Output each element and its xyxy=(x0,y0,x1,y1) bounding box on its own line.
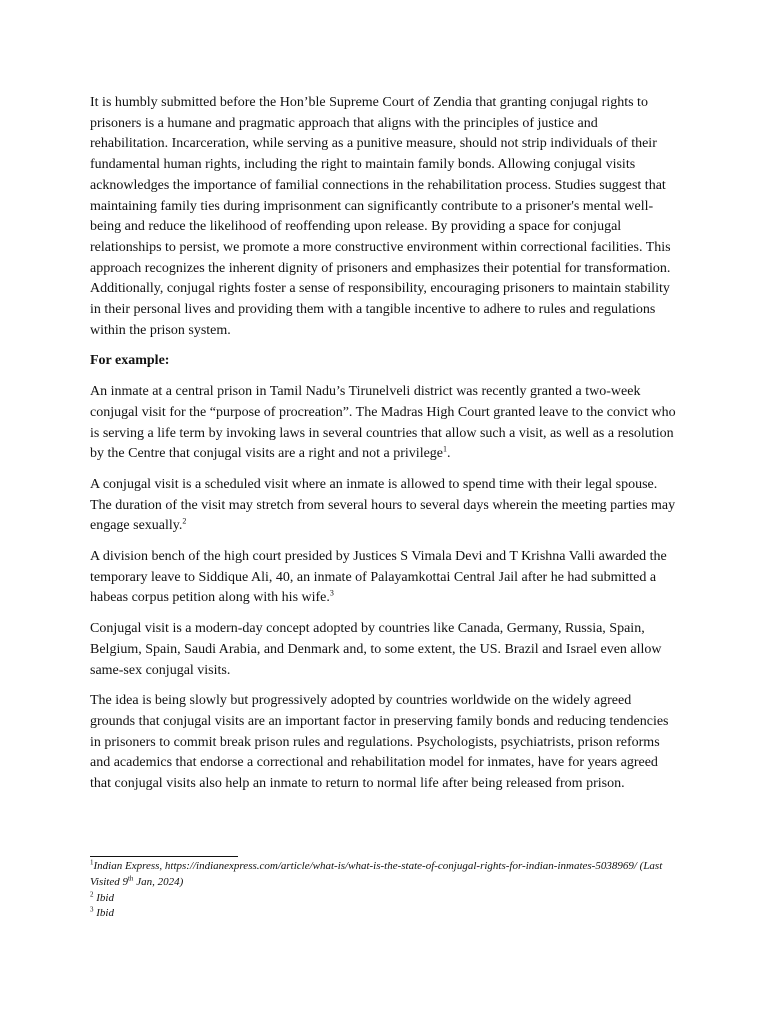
footnote-2-number: 2 xyxy=(90,889,94,898)
footnote-2-text: Ibid xyxy=(93,891,114,904)
tamil-nadu-period: . xyxy=(447,446,451,462)
footnote-ref-3[interactable]: 3 xyxy=(329,588,334,598)
definition-text: A conjugal visit is a scheduled visit where an inmate is allowed to spend time with their legal spouse. The duration of the visit may stretch from several hours to several days wherein the meeting parties may engage sexually. xyxy=(90,476,676,534)
footnote-1-text: Indian Express, https://indianexpress.com/article/what-is/what-is-the-state-of-conjugal-rights-for-indian-inmates-5038969/ (Last Visited 9 xyxy=(90,860,663,888)
footnote-3-text: Ibid xyxy=(93,907,114,920)
footnote-3-number: 3 xyxy=(90,905,94,914)
footnote-1 xyxy=(90,859,690,891)
footnote-separator xyxy=(90,856,238,857)
countries-paragraph: Conjugal visit is a modern-day concept adopted by countries like Canada, Germany, Russia, Spain, Belgium, Spain, Saudi Arabia, and Denmark and, to some extent, the US. Brazil and Israel even allow same-sex conjugal visits. xyxy=(90,621,662,678)
footnote-2 xyxy=(90,891,690,907)
footnote-ref-2[interactable]: 2 xyxy=(182,516,187,526)
tamil-nadu-paragraph xyxy=(90,382,678,465)
example-heading: For example: xyxy=(90,353,170,369)
document-body xyxy=(90,93,678,805)
division-bench-text: A division bench of the high court presided by Justices S Vimala Devi and T Krishna Valli awarded the temporary leave to Siddique Ali, 40, an inmate of Palayamkottai Central Jail after he had submitted a habeas corpus petition along with his wife. xyxy=(90,549,667,606)
footnote-1-end: Jan, 2024) xyxy=(133,875,184,888)
definition-paragraph xyxy=(90,475,678,537)
division-bench-paragraph xyxy=(90,547,678,609)
worldwide-paragraph: The idea is being slowly but progressively adopted by countries worldwide on the widely agreed grounds that conjugal visits are an important factor in preserving family bonds and reducing tendencies in prisoners to commit break prison rules and regulations. Psychologists, psychiatrists, prison reforms and academics that endorse a correctional and rehabilitation model for inmates, have for years agreed that conjugal visits also help an inmate to return to normal life after being released from prison. xyxy=(90,693,669,792)
footnotes-section xyxy=(90,856,690,922)
intro-paragraph: It is humbly submitted before the Hon’ble Supreme Court of Zendia that granting conjugal rights to prisoners is a humane and pragmatic approach that aligns with the principles of justice and rehabilitation. Incarceration, while serving as a punitive measure, should not strip individuals of their fundamental human rights, including the right to maintain family bonds. Allowing conjugal visits acknowledges the importance of familial connections in the rehabilitation process. Studies suggest that maintaining family ties during imprisonment can significantly contribute to a prisoner's mental well-being and reduce the likelihood of reoffending upon release. By providing a space for conjugal relationships to persist, we promote a more constructive environment within correctional facilities. This approach recognizes the inherent dignity of prisoners and emphasizes their potential for transformation. Additionally, conjugal rights foster a sense of responsibility, encouraging prisoners to maintain stability in their personal lives and providing them with a tangible incentive to adhere to rules and regulations within the prison system. xyxy=(90,95,671,338)
footnote-1-number: 1 xyxy=(90,858,94,867)
tamil-nadu-text: An inmate at a central prison in Tamil Nadu’s Tirunelveli district was recently granted a two-week conjugal visit for the “purpose of procreation”. The Madras High Court granted leave to the convict who is serving a life term by invoking laws in several countries that allow such a visit, as well as a resolution by the Centre that conjugal visits are a right and not a privilege xyxy=(90,384,676,462)
footnote-3 xyxy=(90,906,690,922)
footnote-ref-1[interactable]: 1 xyxy=(443,444,448,454)
footnote-1-ordinal: th xyxy=(127,874,134,883)
